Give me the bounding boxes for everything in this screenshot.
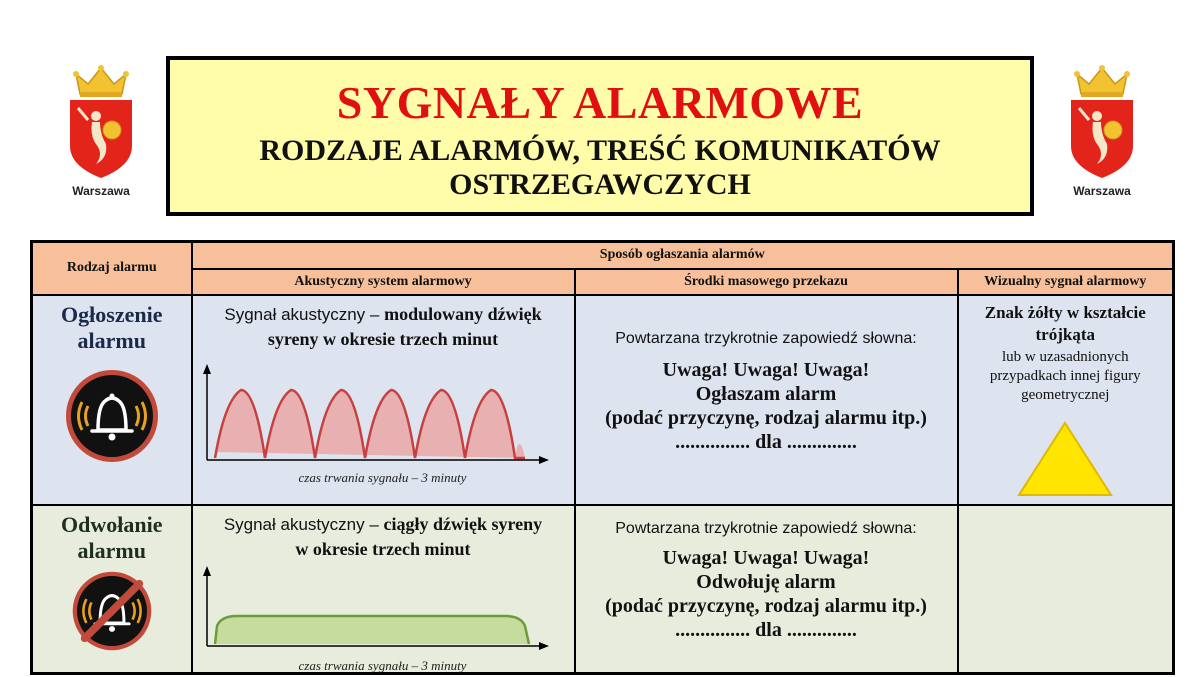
visual-title-line2: trójkąta [1035,324,1095,344]
warsaw-coat-of-arms-icon [1067,64,1137,180]
header-acoustic: Akustyczny system alarmowy [192,269,575,295]
alarm-type-cell [32,295,192,505]
media-line-4: ............... dla .............. [675,618,857,641]
media-line-2: Odwołuję alarm [696,570,836,593]
crest-city-label: Warszawa [72,184,130,198]
alarm-type-line2: alarmu [77,327,146,353]
warsaw-crest-left [56,64,146,206]
media-cell [575,295,958,505]
crest-city-label: Warszawa [1073,184,1131,198]
table-row [32,505,1174,674]
acoustic-prefix: Sygnał akustyczny – [223,514,384,534]
header-alarm-type: Rodzaj alarmu [32,242,192,295]
header-visual: Wizualny sygnał alarmowy [958,269,1174,295]
media-line-2: Ogłaszam alarm [695,382,837,405]
warsaw-crest-right [1057,64,1147,206]
alarm-type-cell [32,505,192,674]
acoustic-signal-type: modulowany dźwięk [384,303,542,324]
title-box [166,56,1034,216]
alarm-type-line2: alarmu [77,537,146,563]
modulated-siren-graph [193,360,573,480]
acoustic-signal-type: ciągły dźwięk syreny [383,513,543,534]
visual-note-line1: lub w uzasadnionych [1001,348,1129,365]
media-line-1: Uwaga! Uwaga! Uwaga! [662,546,870,569]
bell-alarm-icon [64,368,160,464]
visual-title-line1: Znak żółty w kształcie [984,302,1146,322]
alarm-type-line1: Odwołanie [61,511,163,537]
acoustic-duration: w okresie trzech minut [295,538,471,559]
media-line-3: (podać przyczynę, rodzaj alarmu itp.) [605,406,927,429]
alarm-type-name [33,302,191,354]
alarm-type-line1: Ogłoszenie [61,301,163,327]
acoustic-cell [192,505,575,674]
visual-signal-title [959,302,1173,346]
acoustic-description [193,506,574,562]
media-line-3: (podać przyczynę, rodzaj alarmu itp.) [605,594,927,617]
graph-caption: czas trwania sygnału – 3 minuty [298,657,467,673]
header-announcement-method: Sposób ogłaszania alarmów [192,242,1174,269]
acoustic-cell [192,295,575,505]
page-title: SYGNAŁY ALARMOWE [336,77,864,128]
warsaw-coat-of-arms-icon [66,64,136,180]
media-line-4: ............... dla .............. [675,430,857,453]
acoustic-description [193,296,574,352]
bell-crossed-icon [71,570,153,652]
continuous-siren-graph [193,562,573,662]
page-subtitle-line1: RODZAJE ALARMÓW, TREŚĆ KOMUNIKATÓW [259,134,941,167]
visual-note-line2: przypadkach innej figury [989,367,1141,384]
media-cell [575,505,958,674]
page-subtitle-line2: OSTRZEGAWCZYCH [449,168,751,201]
visual-cell-empty [958,505,1174,674]
header-media: Środki masowego przekazu [575,269,958,295]
yellow-triangle-icon [1015,419,1115,499]
visual-cell [958,295,1174,505]
acoustic-duration: syreny w okresie trzech minut [267,328,499,349]
media-line-1: Uwaga! Uwaga! Uwaga! [662,358,870,381]
media-intro: Powtarzana trzykrotnie zapowiedź słowna: [615,519,917,537]
alarm-table [30,240,1175,675]
visual-signal-note [959,348,1173,405]
alarm-type-name [33,512,191,564]
media-announcement [576,546,957,642]
graph-caption: czas trwania sygnału – 3 minuty [298,469,467,485]
visual-note-line3: geometrycznej [1021,386,1110,403]
media-intro: Powtarzana trzykrotnie zapowiedź słowna: [615,329,917,347]
acoustic-prefix: Sygnał akustyczny – [224,304,385,324]
table-row [32,295,1174,505]
media-announcement [576,358,957,454]
